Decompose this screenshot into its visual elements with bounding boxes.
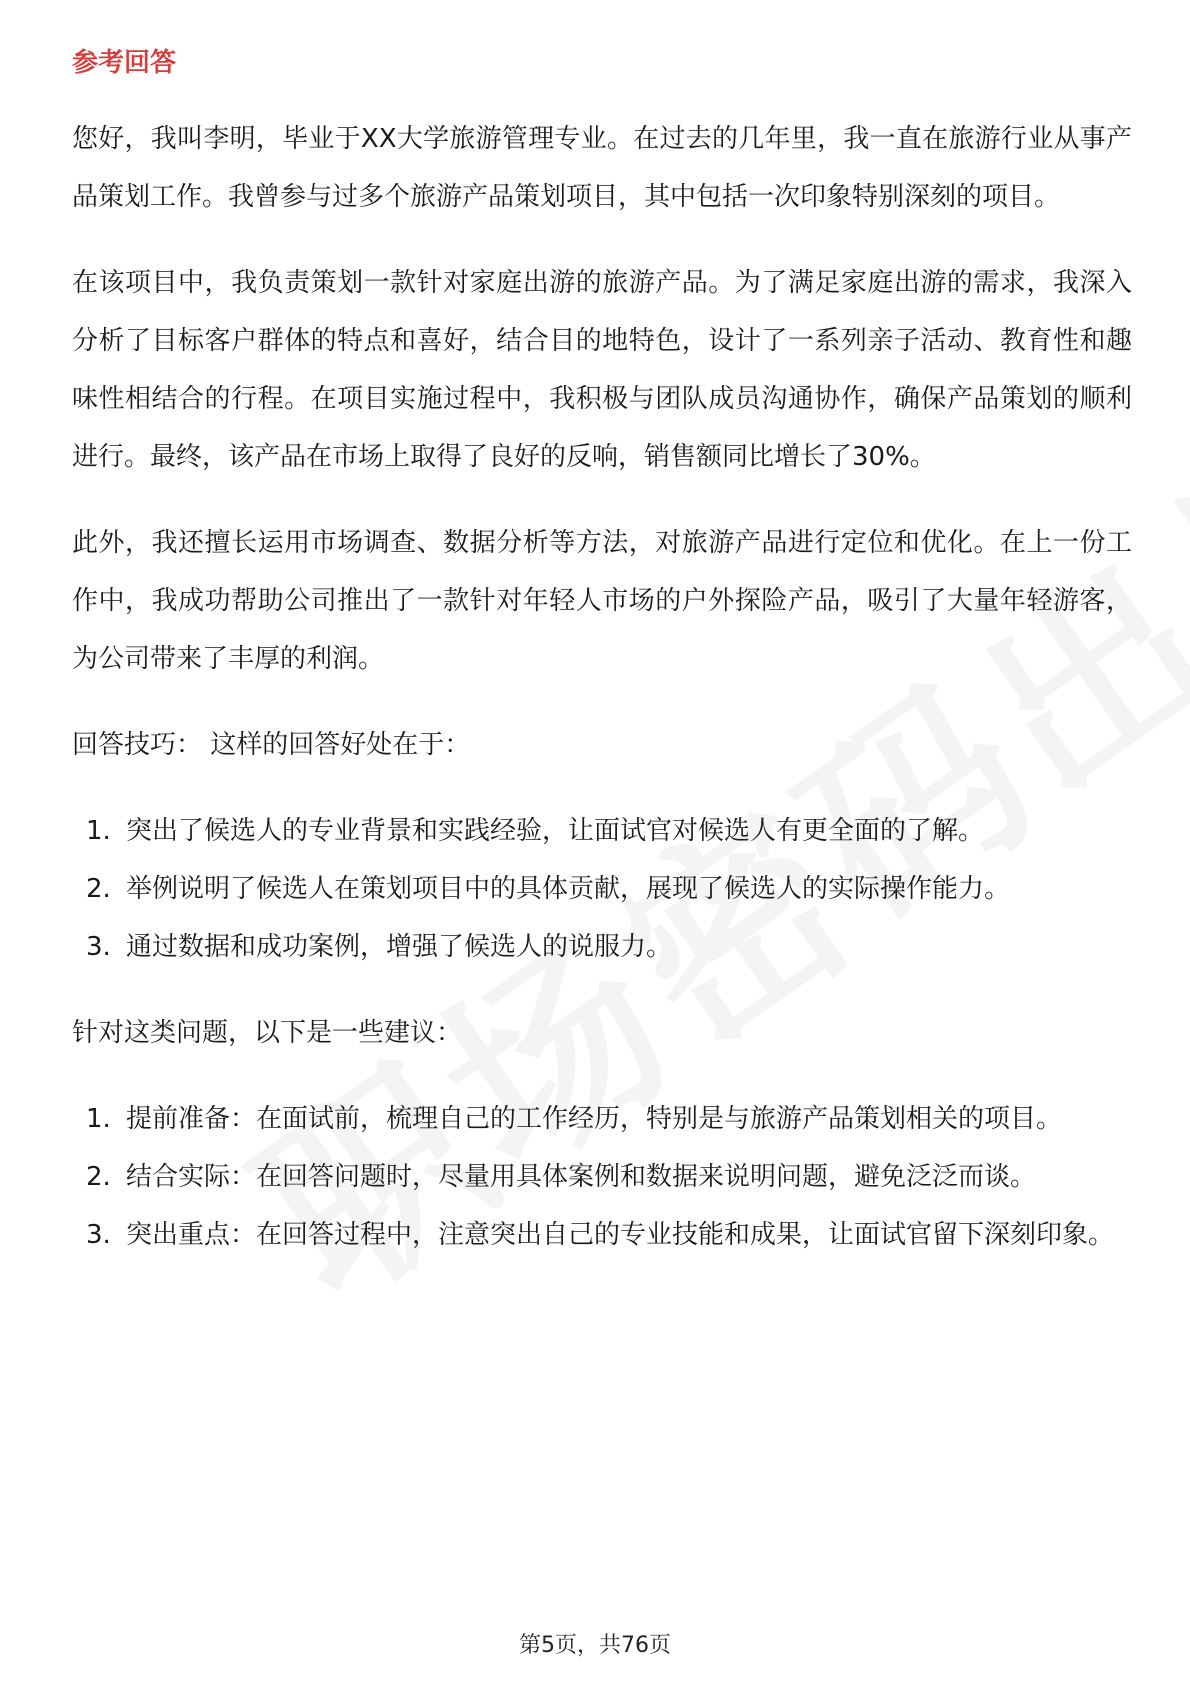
list-item: 1. 提前准备：在面试前，梳理自己的工作经历，特别是与旅游产品策划相关的项目。 <box>86 1104 1063 1134</box>
list-item: 3. 通过数据和成功案例，增强了候选人的说服力。 <box>86 932 673 962</box>
section-title: 参考回答 <box>72 48 177 78</box>
document-body <box>72 44 1132 1292</box>
list-item: 2. 举例说明了候选人在策划项目中的具体贡献，展现了候选人的实际操作能力。 <box>86 874 1011 904</box>
list-item: 1. 突出了候选人的专业背景和实践经验，让面试官对候选人有更全面的了解。 <box>86 816 985 846</box>
paragraph-project: 在该项目中，我负责策划一款针对家庭出游的旅游产品。为了满足家庭出游的需求，我深入分析了目标客户群体的特点和喜好，结合目的地特色，设计了一系列亲子活动、教育性和趣味性相结合的行程。在项目实施过程中，我积极与团队成员沟通协作，确保产品策划的顺利进行。最终，该产品在市场上取得了良好的反响，销售额同比增长了30%。 <box>72 268 1132 472</box>
paragraph-skills: 此外，我还擅长运用市场调查、数据分析等方法，对旅游产品进行定位和优化。在上一份工作中，我成功帮助公司推出了一款针对年轻人市场的户外探险产品，吸引了大量年轻游客，为公司带来了丰厚的利润。 <box>72 528 1132 674</box>
list-item: 3. 突出重点：在回答过程中，注意突出自己的专业技能和成果，让面试官留下深刻印象。 <box>86 1220 1115 1250</box>
advice-list <box>72 1090 1132 1264</box>
advice-label: 针对这类问题，以下是一些建议： <box>72 1018 463 1048</box>
list-item: 2. 结合实际：在回答问题时，尽量用具体案例和数据来说明问题，避免泛泛而谈。 <box>86 1162 1037 1192</box>
tips-label: 回答技巧： 这样的回答好处在于： <box>72 730 471 760</box>
paragraph-intro: 您好，我叫李明，毕业于XX大学旅游管理专业。在过去的几年里，我一直在旅游行业从事产品策划工作。我曾参与过多个旅游产品策划项目，其中包括一次印象特别深刻的项目。 <box>72 124 1132 212</box>
tips-list <box>72 802 1132 976</box>
page-footer: 第5页，共76页 <box>519 1633 671 1658</box>
